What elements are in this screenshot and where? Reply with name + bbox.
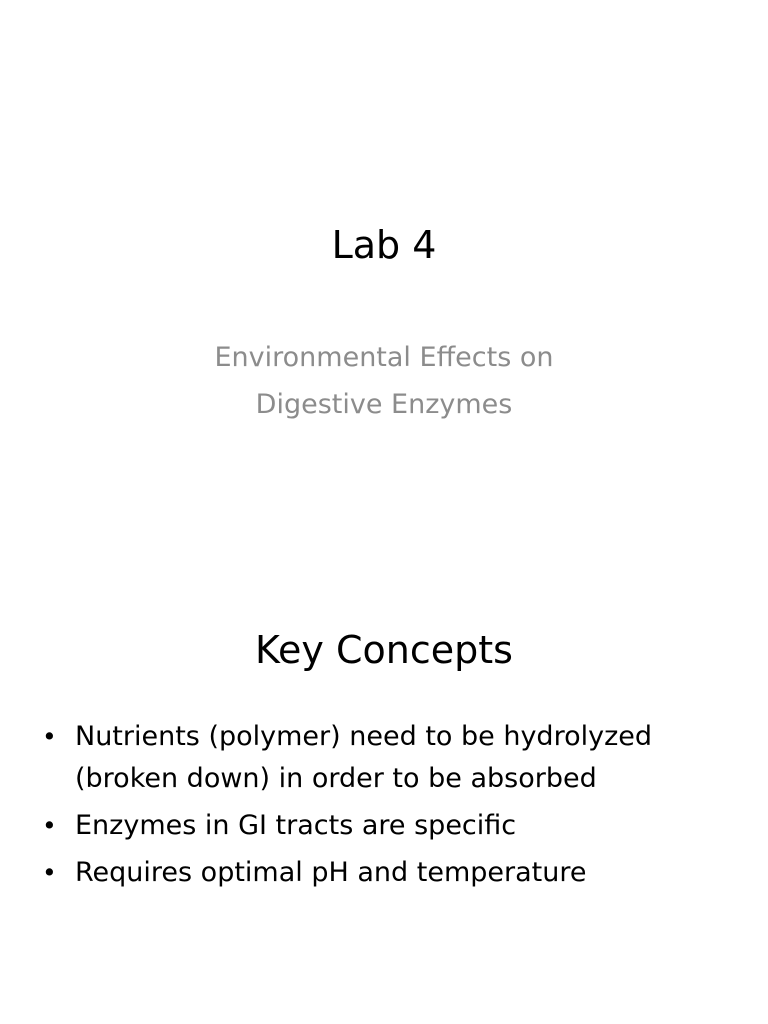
- bullet-list: [42, 716, 742, 899]
- bullet-dot-icon: •: [42, 811, 57, 840]
- slide-subtitle: [0, 334, 768, 428]
- slide-key-concepts: [0, 512, 768, 1024]
- bullet-text: Nutrients (polymer) need to be hydrolyzed (broken down) in order to be absorbed: [75, 721, 652, 794]
- bullet-item: [42, 852, 742, 894]
- bullet-item: [42, 716, 742, 800]
- bullet-text: Requires optimal pH and temperature: [75, 857, 587, 888]
- bullet-dot-icon: •: [42, 858, 57, 887]
- subtitle-line-2: Digestive Enzymes: [255, 389, 513, 420]
- key-concepts-heading: Key Concepts: [255, 628, 513, 672]
- bullet-dot-icon: •: [42, 722, 57, 751]
- subtitle-line-1: Environmental Effects on: [214, 342, 554, 373]
- bullet-text: Enzymes in GI tracts are specific: [75, 810, 517, 841]
- slide-title-heading: Lab 4: [331, 223, 437, 267]
- bullet-item: [42, 805, 742, 847]
